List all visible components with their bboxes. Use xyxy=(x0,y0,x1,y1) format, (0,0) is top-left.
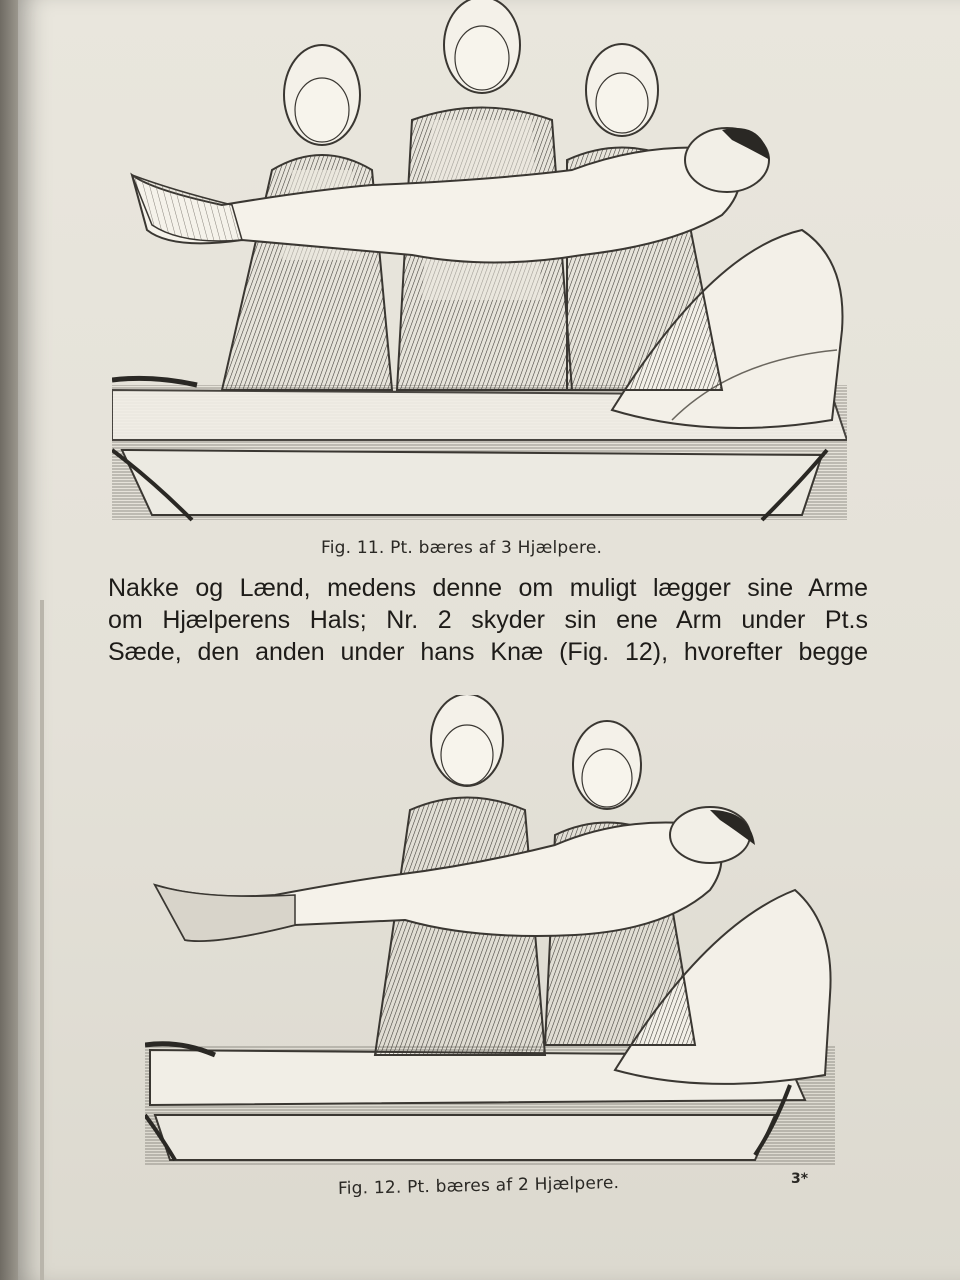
figure-12-illustration xyxy=(145,695,835,1165)
body-paragraph xyxy=(108,572,868,668)
figure-11-illustration xyxy=(112,0,847,525)
page-edge xyxy=(40,600,44,1280)
figure-11-caption: Fig. 11. Pt. bæres af 3 Hjælpere. xyxy=(321,538,603,558)
body-line: Nakke og Lænd, medens denne om muligt lægger sine Arme xyxy=(108,574,868,602)
page-number: 3* xyxy=(791,1171,809,1187)
figure-12-caption: Fig. 12. Pt. bæres af 2 Hjælpere. xyxy=(337,1173,620,1199)
body-line: Sæde, den anden under hans Knæ (Fig. 12), hvorefter begge xyxy=(108,638,868,666)
body-line: om Hjælperens Hals; Nr. 2 skyder sin ene Arm under Pt.s xyxy=(108,606,868,634)
